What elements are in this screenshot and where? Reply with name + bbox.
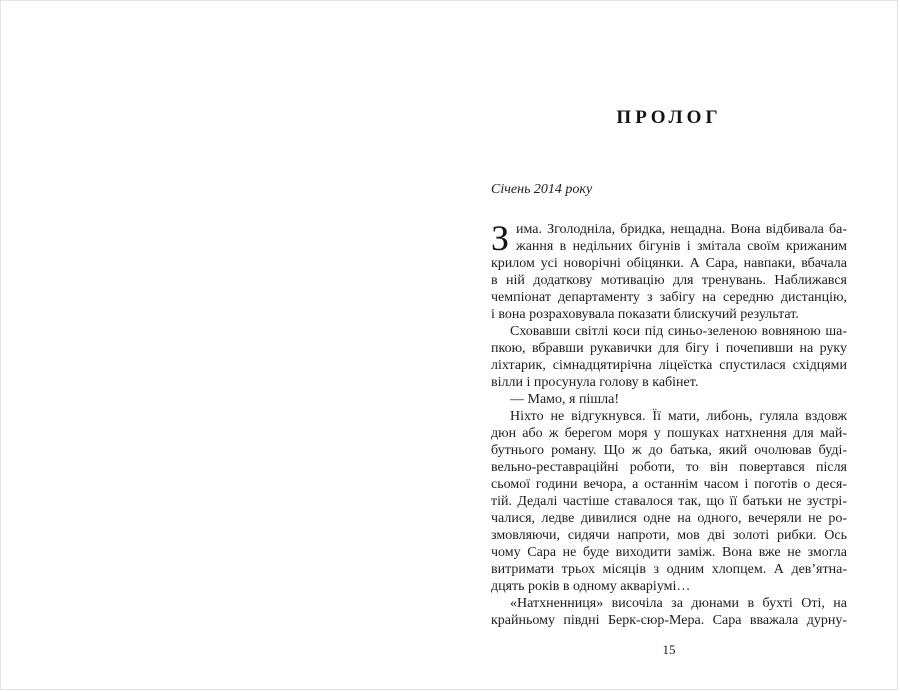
text-line: змовляючи, сидячи напроти, мов дві золоті рибки. Ось: [491, 528, 847, 543]
text-line: сьомої години вечора, а останнім часом і поготів о деся-: [491, 477, 847, 492]
text-line: витримати трьох місяців з одним хлопцем. А дев’ятна-: [491, 562, 847, 577]
paragraph: [491, 218, 847, 323]
text-line: Ніхто не відгукнувся. Її мати, либонь, гуляла вздовж: [510, 409, 847, 424]
text-line: дюн або ж берегом моря у пошуках натхнення для май-: [491, 426, 847, 441]
text-line: вілли і просунула голову в кабінет.: [491, 375, 699, 390]
date-line: Січень 2014 року: [491, 182, 593, 197]
text-line: жання в недільних бігунів і змітала своїм крижаним: [516, 239, 847, 254]
text-line: чому Сара не буде виходити заміж. Вона вже не змогла: [491, 545, 847, 560]
page-number: 15: [662, 642, 676, 657]
text-line: ліхтарик, сімнадцятирічна ліцеїстка спустилася східцями: [491, 358, 847, 373]
paragraph: [491, 408, 847, 595]
text-line: — Мамо, я пішла!: [510, 392, 619, 407]
text-line: Сховавши світлі коси під синьо-зеленою вовняною ша-: [510, 324, 847, 339]
text-line: в ній додаткову мотивацію для тренувань. Наближався: [491, 273, 847, 288]
text-line: бутнього роману. Що ж до батька, який очолював буді-: [491, 443, 847, 458]
text-line: крайньому півдні Берк-сюр-Мера. Сара вважала дурну-: [491, 613, 847, 628]
text-line: чемпіонат департаменту з забігу на середню дистанцію,: [491, 290, 847, 305]
body-text: [491, 218, 847, 629]
chapter-title: ПРОЛОГ: [616, 107, 722, 128]
text-line: пкою, вбравши рукавички для бігу і почепивши на руку: [491, 341, 847, 356]
text-line: има. Зголодніла, бридка, нещадна. Вона відбивала ба-: [516, 222, 847, 237]
text-line: дцять років в одному акваріумі…: [491, 579, 691, 594]
paragraph: [491, 595, 847, 629]
paragraph: [491, 391, 847, 408]
text-line: «Натхненниця» височіла за дюнами в бухті Оті, на: [510, 596, 847, 611]
text-line: крилом усі новорічні обіцянки. А Сара, навпаки, вбачала: [491, 256, 847, 271]
paragraph: [491, 323, 847, 391]
text-line: чалися, ледве дивилися одне на одного, вечеряли не ро-: [491, 511, 847, 526]
text-line: тій. Дедалі частіше ставалося так, що її батьки не зустрі-: [491, 494, 847, 509]
drop-cap: З: [491, 218, 510, 258]
text-column: [491, 107, 847, 629]
text-line: вельно-реставраційні роботи, то він повертався після: [491, 460, 847, 475]
text-line: і вона розраховувала показати блискучий результат.: [491, 307, 799, 322]
